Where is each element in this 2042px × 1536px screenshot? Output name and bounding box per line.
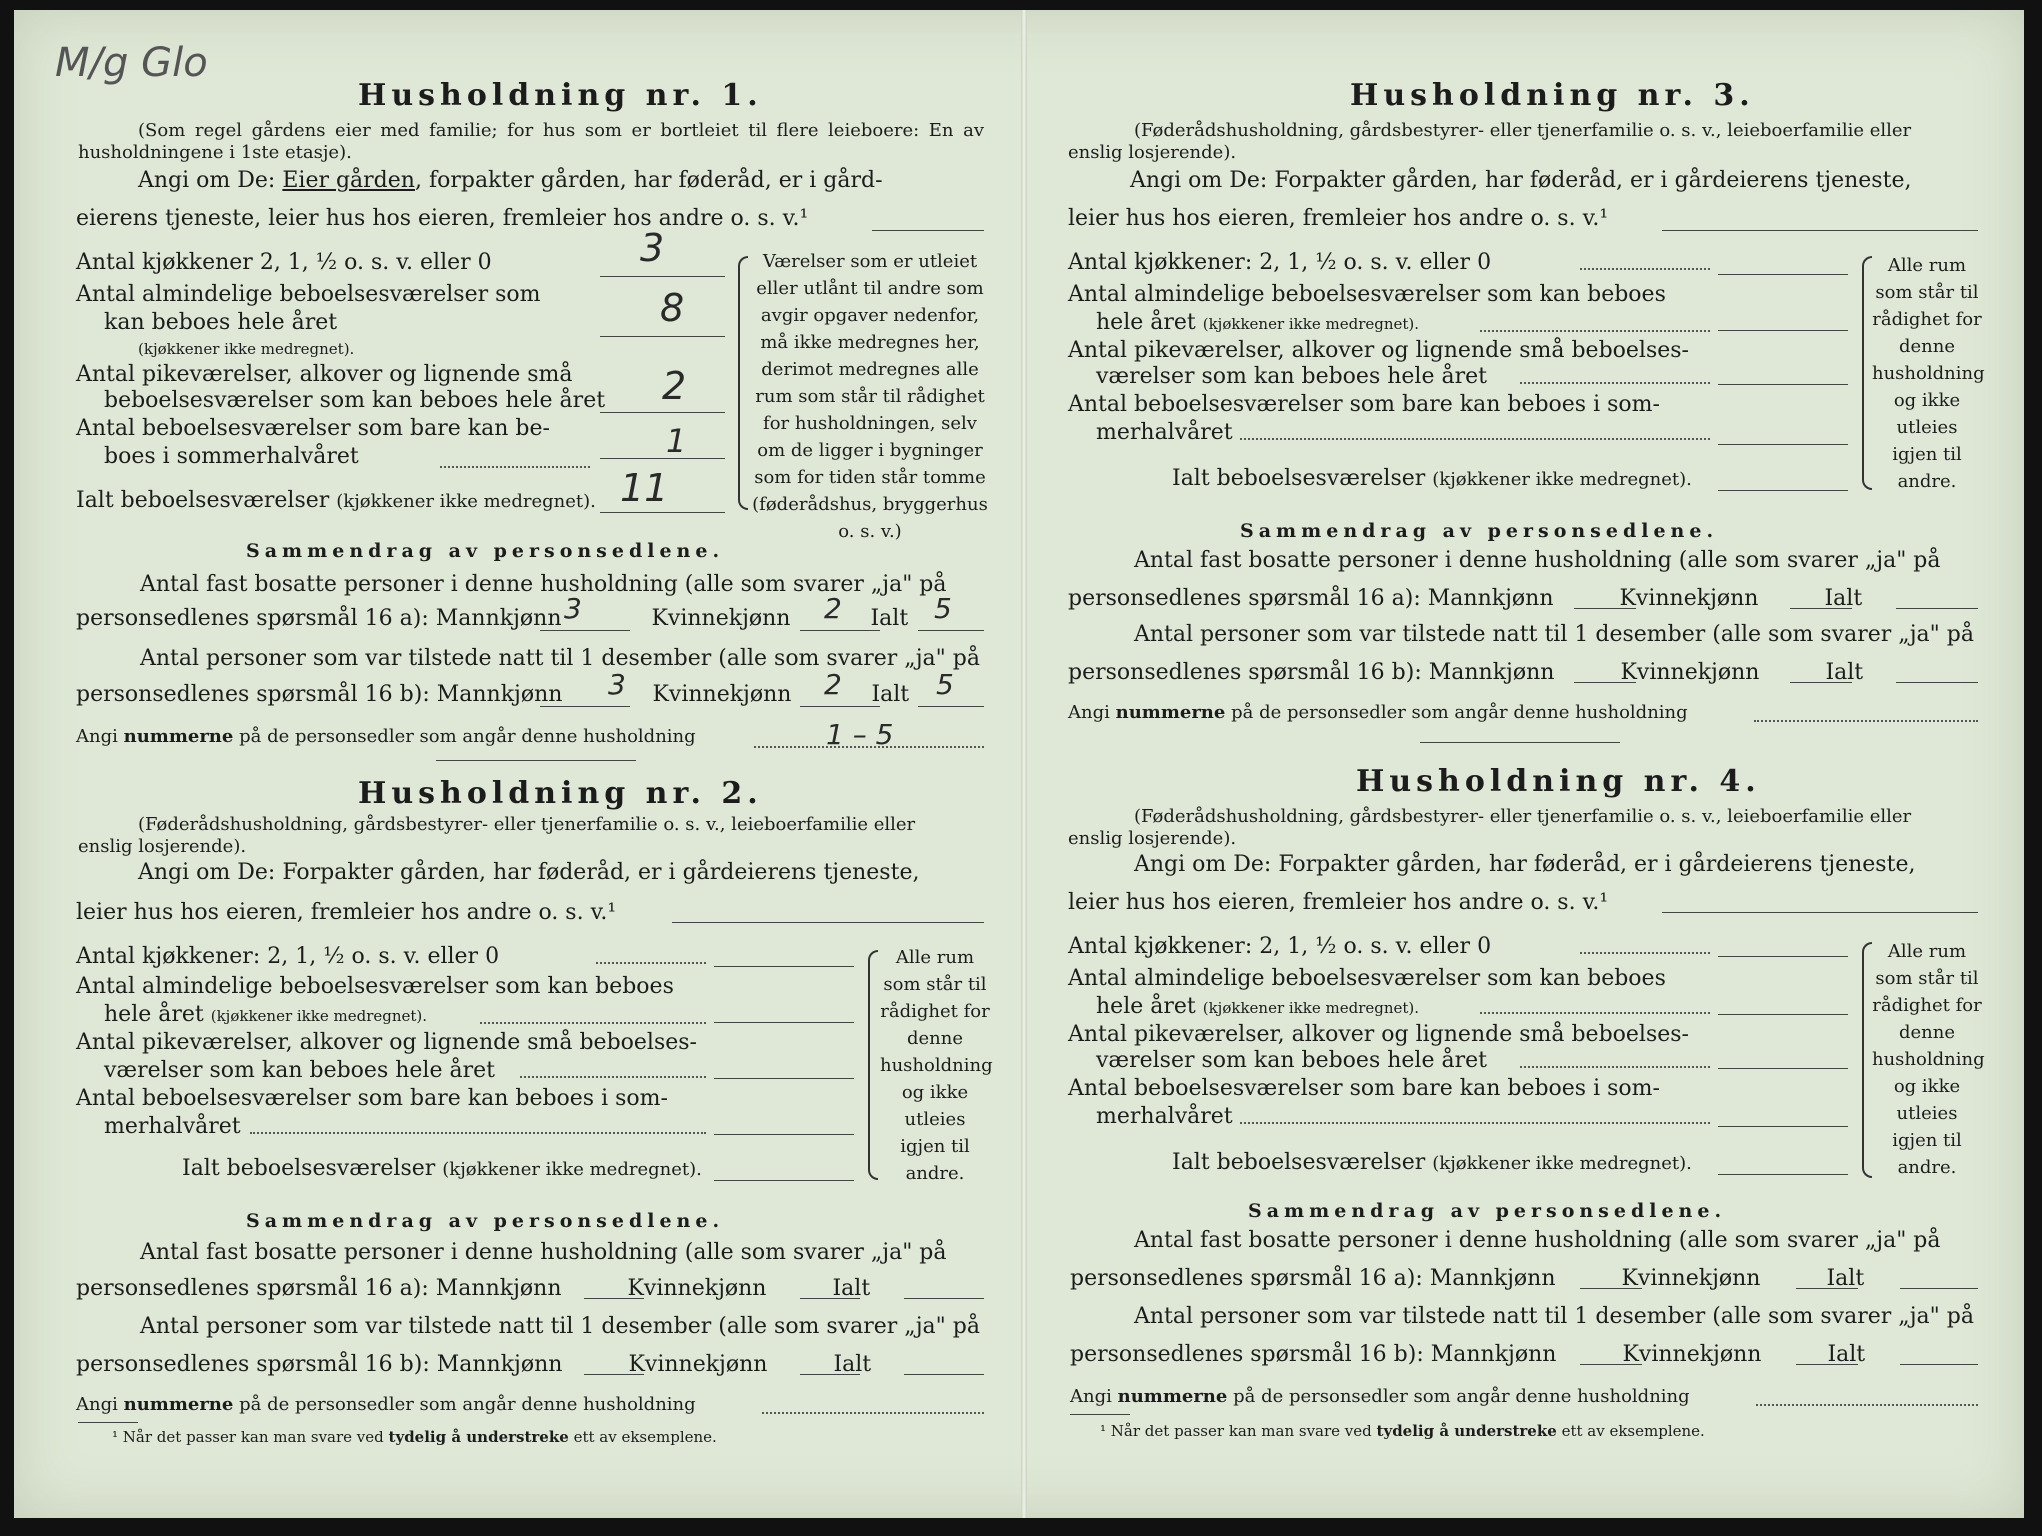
hh4-som-line1: Antal beboelsesværelser som bare kan beboes i som- — [1068, 1076, 1660, 1101]
hh3-alm-line2: hele året (kjøkkener ikke medregnet). — [1096, 310, 1420, 335]
hh1-side-note: Værelser som er utleiet eller utlånt til andre som avgir opgaver nedenfor, må ikke medregnes her, derimot medregnes alle rum som står til rådighet for husholdningen, selv om de ligger i bygninger som for tiden står tomme (føderådshus, bryggerhus o. s. v.) — [752, 251, 988, 542]
hh3-pike-line1: Antal pikeværelser, alkover og lignende små beboelses- — [1068, 338, 1689, 363]
hh2-pike-line2: værelser som kan beboes hele året — [104, 1058, 495, 1083]
hh1-angi-line2: eierens tjeneste, leier hus hos eieren, fremleier hos andre o. s. v.¹ — [76, 206, 809, 231]
hh1-fast-k-value: 2 — [824, 592, 842, 625]
hh2-side-note: Alle rum som står til rådighet for denne husholdning og ikke utleies igjen til andre. — [880, 947, 993, 1184]
hh4-angi-line2: leier hus hos eieren, fremleier hos andre o. s. v.¹ — [1068, 890, 1609, 915]
hh2-ialt-row: Ialt beboelsesværelser (kjøkkener ikke medregnet). — [182, 1156, 702, 1181]
hh4-fast-i-line[interactable] — [1900, 1288, 1978, 1289]
hh2-alm-line[interactable] — [714, 1022, 854, 1023]
hh3-note-line2: enslig losjerende). — [1068, 142, 1237, 163]
hh4-fast-line2: personsedlenes spørsmål 16 a): Mannkjønn Kvinnekjønn Ialt — [1070, 1266, 1865, 1291]
hh3-side-note: Alle rum som står til rådighet for denne husholdning og ikke utleies igjen til andre. — [1872, 255, 1985, 492]
hh3-kitchens-line[interactable] — [1718, 274, 1848, 275]
hh2-angi-answer-line[interactable] — [672, 922, 984, 923]
hh1-sommer-line[interactable] — [600, 458, 725, 459]
hh3-brace — [1862, 256, 1872, 490]
hh1-alm-line2: kan beboes hele året — [104, 310, 338, 335]
hh2-ialt-line[interactable] — [714, 1180, 854, 1181]
hh2-fast-line1: Antal fast bosatte personer i denne husholdning (alle som svarer „ja" på — [140, 1240, 947, 1265]
hh3-alm-line1: Antal almindelige beboelsesværelser som kan beboes — [1068, 282, 1666, 307]
hh3-nummer-line[interactable] — [1754, 720, 1978, 722]
hh3-angi-line2: leier hus hos eieren, fremleier hos andre o. s. v.¹ — [1068, 206, 1609, 231]
hh2-fast-k-line[interactable] — [800, 1298, 860, 1299]
hh1-ialt-line[interactable] — [600, 512, 725, 513]
hh1-tilstede-line2: personsedlenes spørsmål 16 b): Mannkjønn Kvinnekjønn Ialt — [76, 682, 910, 707]
hh3-tilstede-line2: personsedlenes spørsmål 16 b): Mannkjønn Kvinnekjønn Ialt — [1068, 660, 1864, 685]
hh1-til-i-value: 5 — [936, 668, 954, 701]
hh2-alm-dots — [480, 1022, 706, 1024]
hh4-fast-line1: Antal fast bosatte personer i denne husholdning (alle som svarer „ja" på — [1134, 1228, 1941, 1253]
hh4-angi-answer-line[interactable] — [1662, 912, 1978, 913]
hh3-pike-line2: værelser som kan beboes hele året — [1096, 364, 1487, 389]
hh4-kitchens-line[interactable] — [1718, 956, 1848, 957]
hh1-pike-value: 2 — [662, 364, 687, 408]
hh3-ialt-row: Ialt beboelsesværelser (kjøkkener ikke medregnet). — [1172, 466, 1692, 491]
hh2-til-k-line[interactable] — [800, 1374, 860, 1375]
hh4-side-note: Alle rum som står til rådighet for denne husholdning og ikke utleies igjen til andre. — [1872, 941, 1985, 1178]
hh4-kitchens-dots — [1580, 952, 1710, 954]
hh3-kitchens-dots — [1580, 268, 1710, 270]
hh4-pike-line[interactable] — [1718, 1068, 1848, 1069]
page-fold — [1021, 10, 1027, 1518]
hh1-fast-k-line[interactable] — [800, 630, 880, 631]
hh1-note: (Som regel gårdens eier med familie; for hus som er bortleiet til flere leieboere: En av husholdningene i 1ste etasje). — [78, 120, 984, 163]
hh3-som-dots — [1240, 438, 1710, 440]
hh4-pike-line1: Antal pikeværelser, alkover og lignende små beboelses- — [1068, 1022, 1689, 1047]
hh2-brace — [868, 950, 878, 1180]
hh3-angi-line1: Angi om De: Forpakter gården, har føderåd, er i gårdeierens tjeneste, — [1130, 168, 1912, 193]
hh2-tilstede-line1: Antal personer som var tilstede natt til 1 desember (alle som svarer „ja" på — [140, 1314, 980, 1339]
hh2-pike-dots — [520, 1076, 706, 1078]
hh4-pike-dots — [1520, 1066, 1710, 1068]
hh2-som-line1: Antal beboelsesværelser som bare kan beboes i som- — [76, 1086, 668, 1111]
corner-pencil-note: M/g Glo — [55, 40, 208, 86]
hh1-fast-line1: Antal fast bosatte personer i denne husholdning (alle som svarer „ja" på — [140, 572, 947, 597]
hh3-title: Husholdning nr. 3. — [1350, 78, 1755, 113]
hh2-kitchens-label: Antal kjøkkener: 2, 1, ½ o. s. v. eller 0 — [76, 944, 500, 969]
hh2-nummer-row: Angi nummerne på de personsedler som angår denne husholdning — [76, 1394, 696, 1415]
hh4-som-dots — [1240, 1122, 1710, 1124]
hh4-alm-line1: Antal almindelige beboelsesværelser som kan beboes — [1068, 966, 1666, 991]
hh2-nummer-line[interactable] — [762, 1412, 984, 1414]
hh3-summary-title: Sammendrag av personsedlene. — [1240, 520, 1719, 542]
hh2-kitchens-line[interactable] — [714, 966, 854, 967]
hh3-separator — [1420, 742, 1620, 743]
hh4-footnote: ¹ Når det passer kan man svare ved tydelig å understreke ett av eksemplene. — [1100, 1422, 1705, 1440]
hh2-title: Husholdning nr. 2. — [358, 776, 763, 811]
hh3-pike-dots — [1520, 382, 1710, 384]
hh1-sommer-line1: Antal beboelsesværelser som bare kan be- — [76, 416, 550, 441]
hh2-fast-i-line[interactable] — [904, 1298, 984, 1299]
hh4-alm-dots — [1480, 1012, 1710, 1014]
hh2-fast-m-line[interactable] — [584, 1298, 644, 1299]
hh1-eier-underlined: Eier gården — [282, 168, 415, 193]
hh3-pike-line[interactable] — [1718, 384, 1848, 385]
hh2-note-line1: (Føderådshusholdning, gårdsbestyrer- eller tjenerfamilie o. s. v., leieboerfamilie eller — [138, 814, 916, 835]
hh4-fast-k-line[interactable] — [1796, 1288, 1858, 1289]
hh4-til-m-line[interactable] — [1580, 1364, 1642, 1365]
hh3-fast-m-line[interactable] — [1574, 608, 1636, 609]
hh4-alm-line2: hele året (kjøkkener ikke medregnet). — [1096, 994, 1420, 1019]
hh1-pike-line1: Antal pikeværelser, alkover og lignende små — [76, 362, 573, 387]
hh2-alm-line2: hele året (kjøkkener ikke medregnet). — [104, 1002, 428, 1027]
hh1-pike-line[interactable] — [600, 412, 725, 413]
hh1-fast-i-value: 5 — [934, 592, 952, 625]
hh1-fast-line2: personsedlenes spørsmål 16 a): Mannkjønn Kvinnekjønn Ialt — [76, 606, 909, 631]
hh1-angi-answer-line[interactable] — [872, 230, 984, 231]
hh2-til-m-line[interactable] — [584, 1374, 644, 1375]
hh4-alm-line[interactable] — [1718, 1014, 1848, 1015]
hh1-brace — [738, 256, 748, 510]
hh1-tilstede-line1: Antal personer som var tilstede natt til 1 desember (alle som svarer „ja" på — [140, 646, 980, 671]
hh1-fast-i-line[interactable] — [918, 630, 984, 631]
hh1-sommer-value: 1 — [666, 422, 687, 460]
hh1-nummer-row: Angi nummerne på de personsedler som angår denne husholdning — [76, 726, 696, 747]
hh1-title: Husholdning nr. 1. — [358, 78, 763, 113]
hh1-alm-value: 8 — [660, 286, 685, 330]
hh2-footnote-rule — [78, 1422, 138, 1423]
hh1-kitchens-value: 3 — [640, 226, 665, 270]
hh4-angi-line1: Angi om De: Forpakter gården, har føderåd, er i gårdeierens tjeneste, — [1134, 852, 1916, 877]
hh4-note-line1: (Føderådshusholdning, gårdsbestyrer- eller tjenerfamilie o. s. v., leieboerfamilie eller — [1134, 806, 1912, 827]
hh1-sommer-dots — [440, 466, 590, 468]
hh3-til-m-line[interactable] — [1574, 682, 1636, 683]
hh3-kitchens-label: Antal kjøkkener: 2, 1, ½ o. s. v. eller 0 — [1068, 250, 1492, 275]
hh1-kitchens-line[interactable] — [600, 276, 725, 277]
hh3-til-k-line[interactable] — [1790, 682, 1852, 683]
hh4-title: Husholdning nr. 4. — [1356, 764, 1761, 799]
hh2-som-line[interactable] — [714, 1134, 854, 1135]
hh1-alm-line1: Antal almindelige beboelsesværelser som — [76, 282, 541, 307]
hh3-tilstede-line1: Antal personer som var tilstede natt til 1 desember (alle som svarer „ja" på — [1134, 622, 1974, 647]
hh1-fast-m-value: 3 — [564, 592, 582, 625]
hh3-ialt-line[interactable] — [1718, 490, 1848, 491]
hh4-ialt-line[interactable] — [1718, 1174, 1848, 1175]
hh1-til-m-line[interactable] — [540, 706, 630, 707]
hh3-nummer-row: Angi nummerne på de personsedler som angår denne husholdning — [1068, 702, 1688, 723]
hh4-til-i-line[interactable] — [1900, 1364, 1978, 1365]
hh3-som-line[interactable] — [1718, 444, 1848, 445]
hh2-pike-line1: Antal pikeværelser, alkover og lignende små beboelses- — [76, 1030, 697, 1055]
hh1-pike-line2: beboelsesværelser som kan beboes hele året — [104, 388, 606, 413]
hh4-pike-line2: værelser som kan beboes hele året — [1096, 1048, 1487, 1073]
hh2-kitchens-dots — [596, 962, 706, 964]
hh2-angi-line2: leier hus hos eieren, fremleier hos andre o. s. v.¹ — [76, 900, 617, 925]
hh1-alm-note: (kjøkkener ikke medregnet). — [138, 340, 355, 358]
hh4-til-k-line[interactable] — [1796, 1364, 1858, 1365]
hh1-sommer-line2: boes i sommerhalvåret — [104, 444, 359, 469]
hh4-kitchens-label: Antal kjøkkener: 2, 1, ½ o. s. v. eller 0 — [1068, 934, 1492, 959]
hh2-footnote: ¹ Når det passer kan man svare ved tydelig å understreke ett av eksemplene. — [112, 1428, 717, 1446]
hh2-summary-title: Sammendrag av personsedlene. — [246, 1210, 725, 1232]
hh3-som-line2: merhalvåret — [1096, 420, 1233, 445]
hh3-til-i-line[interactable] — [1896, 682, 1978, 683]
hh4-som-line[interactable] — [1718, 1126, 1848, 1127]
hh4-note-line2: enslig losjerende). — [1068, 828, 1237, 849]
hh1-til-k-value: 2 — [824, 668, 842, 701]
hh4-som-line2: merhalvåret — [1096, 1104, 1233, 1129]
hh3-alm-line[interactable] — [1718, 330, 1848, 331]
hh2-til-i-line[interactable] — [904, 1374, 984, 1375]
hh4-brace — [1862, 942, 1872, 1178]
hh3-angi-answer-line[interactable] — [1662, 230, 1978, 231]
hh1-til-i-line[interactable] — [918, 706, 984, 707]
hh1-separator — [436, 760, 636, 761]
hh2-fast-line2: personsedlenes spørsmål 16 a): Mannkjønn Kvinnekjønn Ialt — [76, 1276, 871, 1301]
hh3-fast-k-line[interactable] — [1790, 608, 1852, 609]
hh3-som-line1: Antal beboelsesværelser som bare kan beboes i som- — [1068, 392, 1660, 417]
hh2-alm-line1: Antal almindelige beboelsesværelser som kan beboes — [76, 974, 674, 999]
hh1-summary-title: Sammendrag av personsedlene. — [246, 540, 725, 562]
hh1-fast-m-line[interactable] — [540, 630, 630, 631]
hh4-ialt-row: Ialt beboelsesværelser (kjøkkener ikke medregnet). — [1172, 1150, 1692, 1175]
hh1-ialt-row: Ialt beboelsesværelser (kjøkkener ikke medregnet). — [76, 488, 596, 513]
hh4-tilstede-line1: Antal personer som var tilstede natt til 1 desember (alle som svarer „ja" på — [1134, 1304, 1974, 1329]
hh2-som-line2: merhalvåret — [104, 1114, 241, 1139]
hh3-alm-dots — [1480, 330, 1710, 332]
hh1-til-k-line[interactable] — [800, 706, 880, 707]
hh2-note-line2: enslig losjerende). — [78, 836, 247, 857]
hh1-alm-line[interactable] — [600, 336, 725, 337]
hh3-fast-line2: personsedlenes spørsmål 16 a): Mannkjønn Kvinnekjønn Ialt — [1068, 586, 1863, 611]
hh1-nummer-value: 1 – 5 — [826, 718, 894, 751]
hh3-fast-i-line[interactable] — [1896, 608, 1978, 609]
hh4-nummer-row: Angi nummerne på de personsedler som angår denne husholdning — [1070, 1386, 1690, 1407]
hh1-angi-line1: Angi om De: Eier gården, forpakter gården, har føderåd, er i gård- — [138, 168, 883, 193]
hh1-ialt-value: 11 — [620, 466, 669, 510]
hh1-kitchens-label: Antal kjøkkener 2, 1, ½ o. s. v. eller 0 — [76, 250, 492, 275]
hh4-summary-title: Sammendrag av personsedlene. — [1248, 1200, 1727, 1222]
hh2-som-dots — [250, 1132, 706, 1134]
hh3-fast-line1: Antal fast bosatte personer i denne husholdning (alle som svarer „ja" på — [1134, 548, 1941, 573]
hh3-note-line1: (Føderådshusholdning, gårdsbestyrer- eller tjenerfamilie o. s. v., leieboerfamilie eller — [1134, 120, 1912, 141]
hh2-pike-line[interactable] — [714, 1078, 854, 1079]
hh4-tilstede-line2: personsedlenes spørsmål 16 b): Mannkjønn Kvinnekjønn Ialt — [1070, 1342, 1866, 1367]
hh4-nummer-line[interactable] — [1756, 1404, 1978, 1406]
hh2-tilstede-line2: personsedlenes spørsmål 16 b): Mannkjønn Kvinnekjønn Ialt — [76, 1352, 872, 1377]
hh2-angi-line1: Angi om De: Forpakter gården, har føderåd, er i gårdeierens tjeneste, — [138, 860, 920, 885]
hh4-footnote-rule — [1070, 1414, 1130, 1415]
hh4-fast-m-line[interactable] — [1580, 1288, 1642, 1289]
hh1-til-m-value: 3 — [608, 668, 626, 701]
